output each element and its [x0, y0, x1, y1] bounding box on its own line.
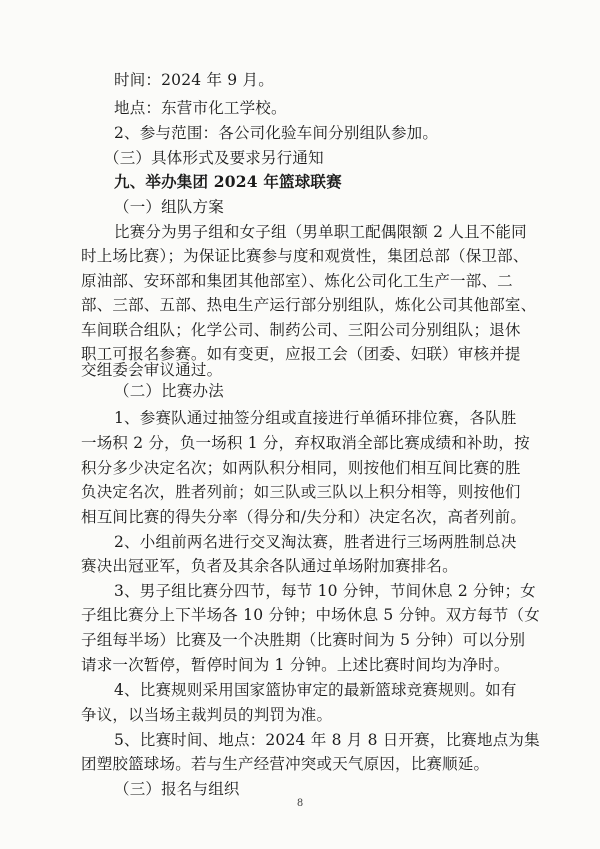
- method-item-2-line: 赛决出冠亚军，负者及其余各队通过单场附加赛排名。: [81, 557, 458, 575]
- method-item-1-line: 负决定名次，胜者列前；如三队或三队以上积分相等，则按他们: [81, 483, 521, 501]
- method-item-1-line: 1、参赛队通过抽签分组或直接进行单循环排位赛，各队胜: [114, 409, 517, 427]
- team-plan-paragraph-line: 部、三部、五部、热电生产运行部分别组队，炼化公司其他部室、: [81, 296, 537, 314]
- team-plan-paragraph-line: 职工可报名参赛。如有变更，应报工会（团委、妇联）审核并提: [81, 345, 521, 363]
- method-item-1-line: 积分多少决定名次；如两队积分相同，则按他们相互间比赛的胜: [81, 459, 521, 477]
- location-line: 地点：东营市化工学校。: [114, 99, 287, 117]
- page-number: 8: [296, 798, 304, 809]
- section-heading-basketball-league: 九、举办集团 2024 年篮球联赛: [114, 172, 342, 191]
- method-item-1-line: 一场积 2 分，负一场积 1 分，弃权取消全部比赛成绩和补助，按: [81, 434, 530, 452]
- method-item-3-line: 子组比赛分上下半场各 10 分钟；中场休息 5 分钟。双方每节（女: [81, 606, 540, 624]
- time-line: 时间：2024 年 9 月。: [114, 71, 274, 89]
- subheading-team-plan: （一）组队方案: [114, 198, 224, 216]
- method-item-3-line: 请求一次暂停，暂停时间为 1 分钟。上述比赛时间均为净时。: [81, 656, 510, 674]
- participation-scope-line: 2、参与范围：各公司化验车间分别组队参加。: [114, 124, 439, 142]
- subheading-competition-method: （二）比赛办法: [114, 382, 224, 400]
- team-plan-paragraph-line: 时上场比赛）；为保证比赛参与度和观赏性，集团总部（保卫部、: [81, 247, 529, 265]
- subheading-registration: （三）报名与组织: [114, 780, 240, 798]
- method-item-1-line: 相互间比赛的得失分率（得分和/失分和）决定名次，高者列前。: [81, 508, 527, 526]
- method-item-3-line: 3、男子组比赛分四节，每节 10 分钟，节间休息 2 分钟；女: [114, 582, 536, 600]
- team-plan-paragraph-line: 车间联合组队；化学公司、制药公司、三阳公司分别组队；退休: [81, 321, 521, 339]
- team-plan-paragraph-line: 原油部、安环部和集团其他部室）、炼化公司化工生产一部、二: [81, 272, 513, 290]
- subheading-specific-form: （三）具体形式及要求另行通知: [104, 149, 324, 167]
- method-item-4-line: 争议，以当场主裁判员的判罚为准。: [81, 706, 333, 724]
- team-plan-paragraph-line: 交组委会审议通过。: [81, 361, 223, 379]
- method-item-5-line: 团塑胶篮球场。若与生产经营冲突或天气原因，比赛顺延。: [81, 755, 490, 773]
- method-item-5-line: 5、比赛时间、地点：2024 年 8 月 8 日开赛，比赛地点为集: [114, 731, 540, 749]
- method-item-2-line: 2、小组前两名进行交叉淘汰赛，胜者进行三场两胜制总决: [114, 533, 517, 551]
- method-item-4-line: 4、比赛规则采用国家篮协审定的最新篮球竞赛规则。如有: [114, 681, 517, 699]
- team-plan-paragraph-line: 比赛分为男子组和女子组（男单职工配偶限额 2 人且不能同: [114, 223, 527, 241]
- method-item-3-line: 子组每半场）比赛及一个决胜期（比赛时间为 5 分钟）可以分别: [81, 631, 526, 649]
